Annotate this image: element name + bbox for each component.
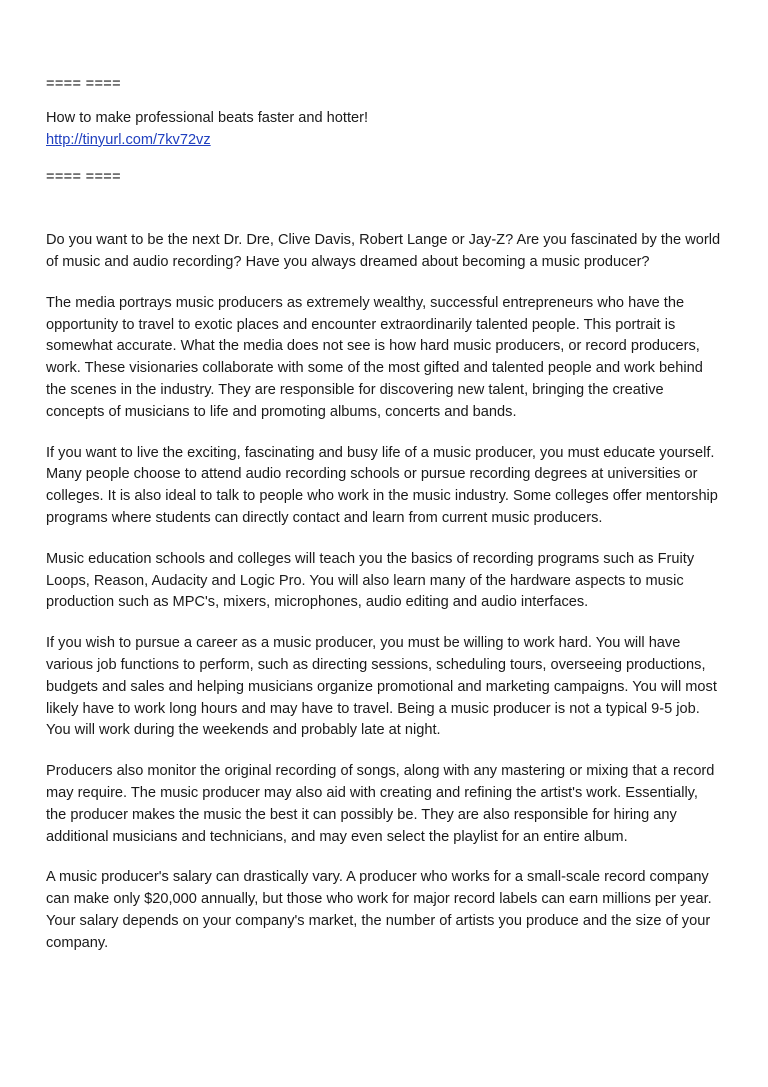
promo-link[interactable]: http://tinyurl.com/7kv72vz xyxy=(46,131,211,148)
paragraph-2: The media portrays music producers as extremely wealthy, successful entrepreneurs who have the opportunity to travel to exotic places and encounter extraordinarily talented people. This portrait is somewhat accurate. What the media does not see is how hard music producers, or record producers, work. These visionaries collaborate with some of the most gifted and talented people and work behind the scenes in the industry. They are responsible for discovering new talent, bringing the creative concepts of musicians to life and promoting albums, concerts and bands. xyxy=(46,294,703,420)
paragraph-7: A music producer's salary can drastically vary. A producer who works for a small-scale record company can make only $20,000 annually, but those who work for major record labels can earn millions per year. Your salary depends on your company's market, the number of artists you produce and the size of your company. xyxy=(46,869,712,951)
separator-bottom: ==== ==== xyxy=(46,169,121,186)
article-body xyxy=(46,230,722,954)
paragraph-4: Music education schools and colleges will teach you the basics of recording programs such as Fruity Loops, Reason, Audacity and Logic Pro. You will also learn many of the hardware aspects to music production such as MPC's, mixers, microphones, audio editing and audio interfaces. xyxy=(46,550,695,611)
promo-headline: How to make professional beats faster and hotter! xyxy=(46,109,369,126)
document-page xyxy=(46,74,722,974)
paragraph-6: Producers also monitor the original recording of songs, along with any mastering or mixing that a record may require. The music producer may also aid with creating and refining the artist's work. Essentially, the producer makes the music the best it can possibly be. They are also responsible for hiring any additional musicians and technicians, and may even select the playlist for an entire album. xyxy=(46,763,715,845)
separator-top: ==== ==== xyxy=(46,76,121,92)
paragraph-5: If you wish to pursue a career as a music producer, you must be willing to work hard. You will have various job functions to perform, such as directing sessions, scheduling tours, overseeing productions, budgets and sales and helping musicians organize promotional and marketing campaigns. You will most likely have to work long hours and may have to travel. Being a music producer is not a typical 9-5 job. You will work during the weekends and probably late at night. xyxy=(46,635,717,739)
paragraph-1: Do you want to be the next Dr. Dre, Clive Davis, Robert Lange or Jay-Z? Are you fascinated by the world of music and audio recording? Have you always dreamed about becoming a music producer? xyxy=(46,232,721,270)
paragraph-3: If you want to live the exciting, fascinating and busy life of a music producer, you must educate yourself. Many people choose to attend audio recording schools or pursue recording degrees at universities or colleges. It is also ideal to talk to people who work in the music industry. Some colleges offer mentorship programs where students can directly contact and learn from current music producers. xyxy=(46,444,718,526)
